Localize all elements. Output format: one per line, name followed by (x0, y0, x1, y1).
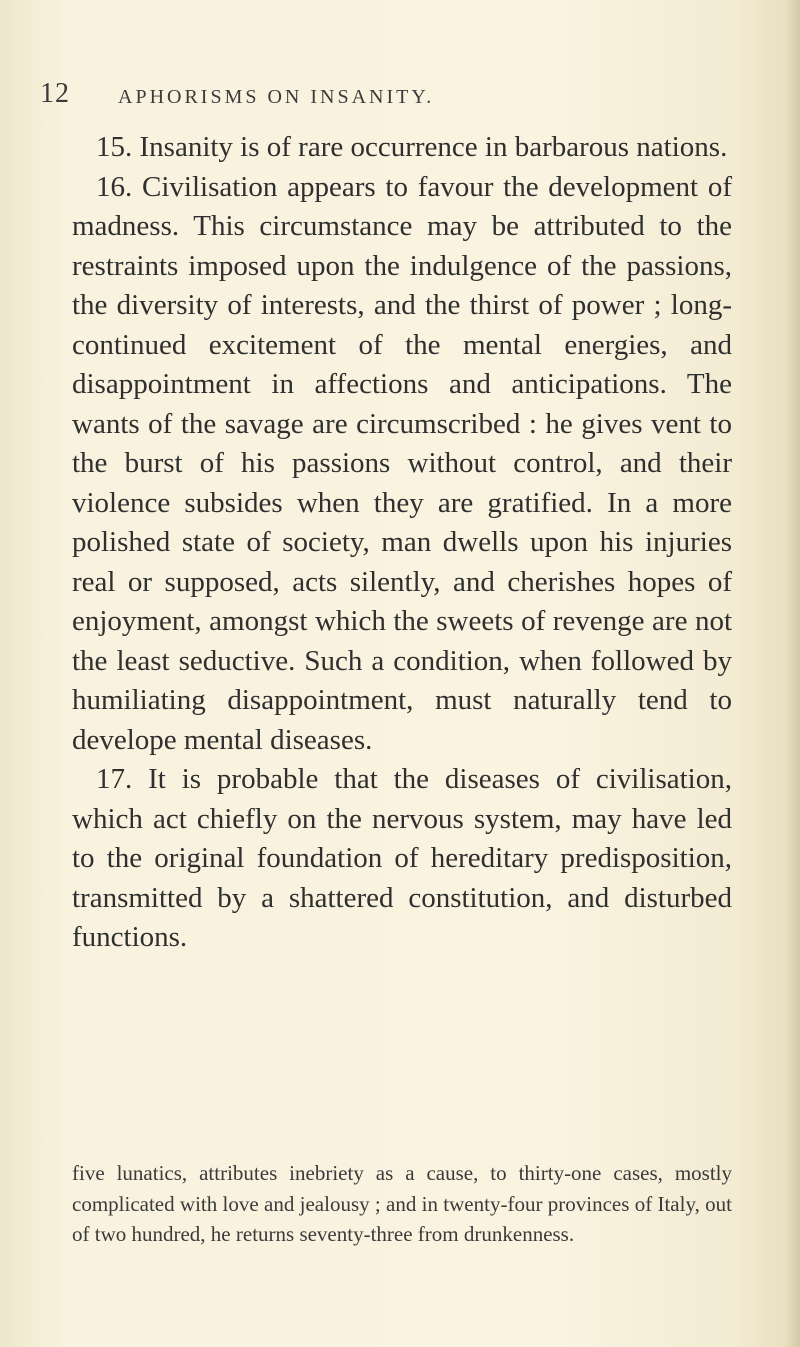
main-text (72, 128, 732, 958)
aphorism-15: 15. Insanity is of rare occurrence in barbarous nations. (96, 131, 728, 163)
page-number: 12 (40, 78, 70, 109)
page-header (0, 78, 800, 118)
running-head: APHORISMS ON INSANITY. (118, 86, 435, 108)
aphorism-16: 16. Civilisation appears to favour the development of madness. This circumstance may be attributed to the restraints imposed upon the indulgence of the passions, the diversity of interests, and the thirst of power ; long-continued excitement of the mental energies, and disappointment in affections and anticipations. The wants of the savage are circumscribed : he gives vent to the burst of his passions without control, and their violence subsides when they are gratified. In a more polished state of society, man dwells upon his injuries real or supposed, acts silently, and cherishes hopes of enjoyment, amongst which the sweets of revenge are not the least seductive. Such a condition, when followed by humiliating disappointment, must naturally tend to develope mental diseases. (72, 170, 732, 756)
page-edge-shadow (786, 0, 800, 1347)
footnote: five lunatics, attributes inebriety as a cause, to thirty-one cases, mostly complicated with love and jealousy ; and in twenty-four provinces of Italy, out of two hundred, he returns seventy-three from drunkenness. (72, 1161, 732, 1246)
aphorism-17: 17. It is probable that the diseases of civilisation, which act chiefly on the nervous system, may have led to the original foundation of hereditary predisposition, transmitted by a shattered constitution, and disturbed functions. (72, 763, 732, 953)
